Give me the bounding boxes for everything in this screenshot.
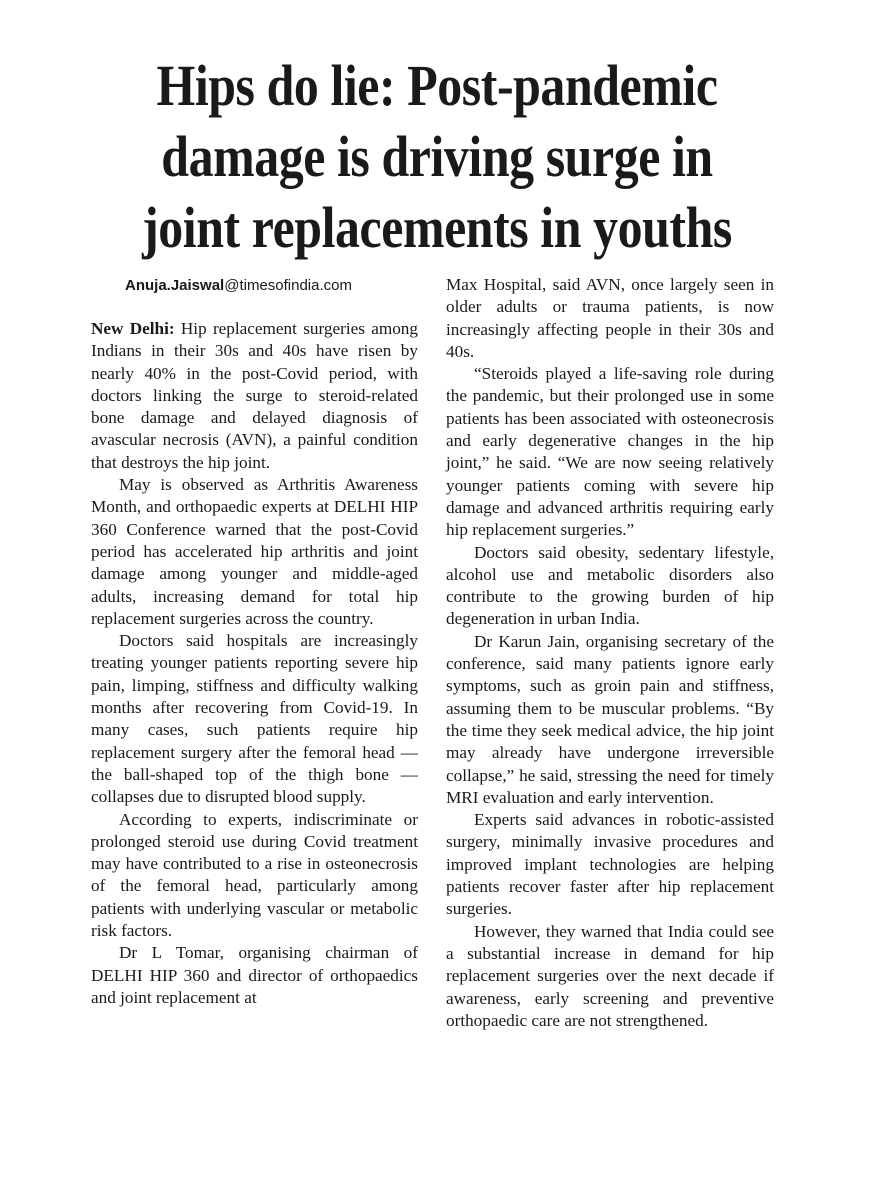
byline-name: Anuja.Jaiswal: [125, 277, 225, 294]
paragraph-3: Doctors said hospitals are increasingly treating younger patients reporting severe hip pain, limping, stiffness and difficulty walking months after recovering from Covid-19. In many cases, such patients require hip replacement surgery after the femoral head — the ball-shaped top of the thigh bone — collapses due to disrupted blood supply.: [91, 631, 418, 807]
headline-line-3: joint replacements in youths: [142, 195, 732, 260]
paragraph-2: May is observed as Arthritis Awareness Month, and orthopaedic experts at DELHI HIP 360 Conference warned that the post-Covid period has accelerated hip arthritis and joint damage among younger and middle-aged adults, increasing demand for total hip replacement surgeries across the country.: [91, 475, 418, 628]
paragraph-6: “Steroids played a life-saving role during the pandemic, but their prolonged use in some patients has been associated with osteonecrosis and early degenerative changes in the hip joint,” he said. “We are now seeing relatively younger patients coming with severe hip damage and advanced arthritis requiring early hip replacement surgeries.”: [446, 364, 774, 540]
paragraph-1: [91, 318, 418, 474]
dateline: New Delhi:: [91, 319, 175, 338]
paragraph-8: Dr Karun Jain, organising secretary of the conference, said many patients ignore early symptoms, such as groin pain and stiffness, assuming them to be muscular problems. “By the time they seek medical advice, the hip joint may already have undergone irreversible collapse,” he said, stressing the need for timely MRI evaluation and early intervention.: [446, 631, 774, 807]
headline-line-1: Hips do lie: Post-pandemic: [156, 53, 718, 118]
paragraph-1-text: Hip replacement surgeries among Indians in their 30s and 40s have risen by nearly 40% in the post-Covid period, with doctors linking the surge to steroid-related bone damage and delayed diagnosis of avascular necrosis (AVN), a painful condition that destroys the hip joint.: [91, 319, 418, 472]
byline-email: @timesofindia.com: [224, 277, 352, 294]
paragraph-10: However, they warned that India could see a substantial increase in demand for hip replacement surgeries over the next decade if awareness, early screening and preventive orthopaedic care are not strengthened.: [446, 921, 774, 1030]
article-column-left: [91, 274, 418, 1009]
article-column-right: [446, 274, 774, 1032]
article-body-left: [91, 318, 418, 1009]
headline-line-2: damage is driving surge in: [161, 124, 713, 189]
headline: [61, 50, 813, 263]
paragraph-5: Dr L Tomar, organising chairman of DELHI HIP 360 and director of orthopaedics and joint replacement at: [91, 943, 418, 1007]
paragraph-4: According to experts, indiscriminate or prolonged steroid use during Covid treatment may have contributed to a rise in osteonecrosis of the femoral head, particularly among patients with underlying vascular or metabolic risk factors.: [91, 809, 418, 941]
article-body-right: [446, 274, 774, 1032]
paragraph-7: Doctors said obesity, sedentary lifestyle, alcohol use and metabolic disorders also contribute to the growing burden of hip degeneration in urban India.: [446, 542, 774, 629]
paragraph-9: Experts said advances in robotic-assisted surgery, minimally invasive procedures and improved implant technologies are helping patients recover faster after hip replacement surgeries.: [446, 810, 774, 919]
paragraph-5-continued: Max Hospital, said AVN, once largely seen in older adults or trauma patients, is now increasingly affecting people in their 30s and 40s.: [446, 275, 774, 361]
byline: [91, 274, 418, 298]
